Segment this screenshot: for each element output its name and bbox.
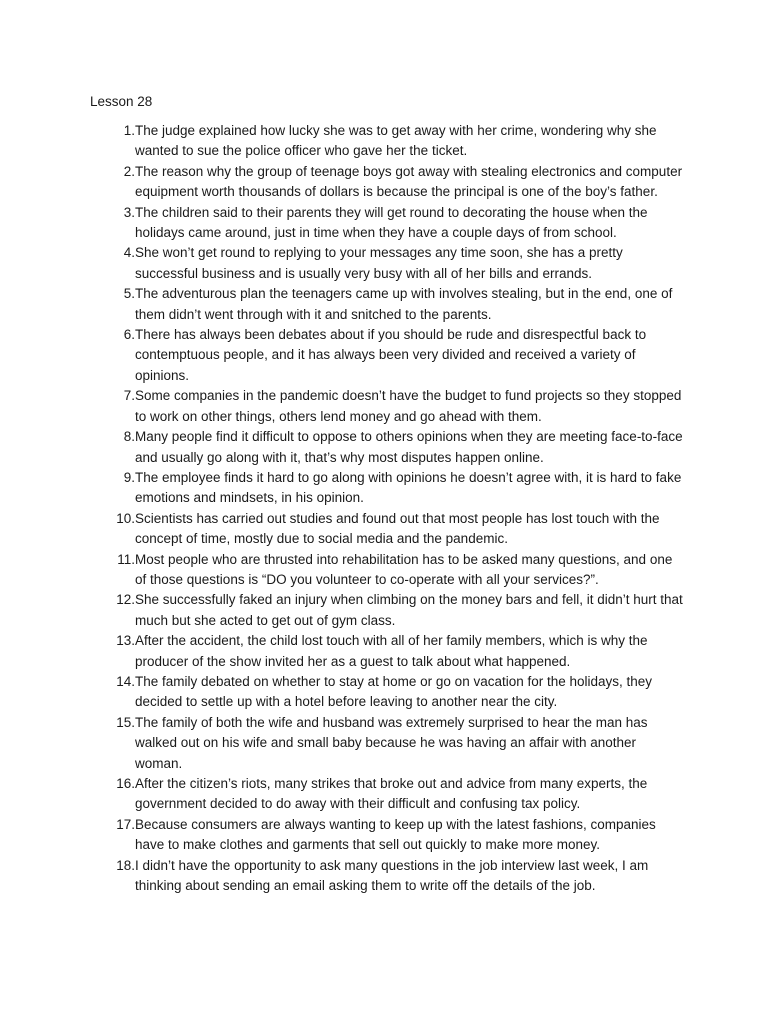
- item-text: The adventurous plan the teenagers came up with involves stealing, but in the end, one of them didn’t went through with it and snitched to the parents.: [135, 286, 673, 322]
- item-text: Because consumers are always wanting to keep up with the latest fashions, companies have to make clothes and garments that sell out quickly to make more money.: [135, 816, 656, 853]
- item-number-label: 3.: [123, 204, 135, 220]
- list-item: [90, 325, 686, 386]
- item-text: The judge explained how lucky she was to get away with her crime, wondering why she wanted to sue the police officer who gave her the ticket.: [135, 123, 657, 159]
- item-number-label: 17.: [116, 816, 135, 832]
- item-number: [90, 284, 135, 325]
- item-text: After the citizen’s riots, many strikes that broke out and advice from many experts, the government decided to do away with their difficult and confusing tax policy.: [135, 776, 648, 812]
- item-text: Scientists has carried out studies and found out that most people has lost touch with the concept of time, mostly due to social media and the pandemic.: [135, 510, 660, 547]
- item-number: [90, 672, 135, 713]
- item-number-label: 10.: [116, 510, 135, 526]
- item-number: [90, 631, 135, 672]
- list-item: [90, 427, 686, 468]
- item-number: [90, 325, 135, 386]
- item-number-label: 12.: [116, 592, 135, 608]
- item-number: [90, 774, 135, 815]
- item-number: [90, 815, 135, 856]
- item-text: Some companies in the pandemic doesn’t have the budget to fund projects so they stopped to work on other things, others lend money and go ahead with them.: [135, 388, 682, 424]
- item-number: [90, 509, 135, 550]
- list-item: [90, 590, 686, 631]
- list-item: [90, 713, 686, 774]
- item-text: The family of both the wife and husband was extremely surprised to hear the man has walked out on his wife and small baby because he was having an affair with another woman.: [135, 714, 648, 771]
- item-number-label: 9.: [123, 469, 135, 485]
- list-item: [90, 243, 686, 284]
- list-item: [90, 550, 686, 591]
- item-number-label: 11.: [117, 551, 135, 567]
- item-number-label: 6.: [123, 327, 135, 343]
- list-item: [90, 815, 686, 856]
- sentence-list: [90, 121, 686, 896]
- item-text: There has always been debates about if you should be rude and disrespectful back to contemptuous people, and it has always been very divided and received a variety of opinions.: [135, 327, 647, 383]
- item-number: [90, 243, 135, 284]
- lesson-title: Lesson 28: [90, 94, 153, 109]
- item-number-label: 14.: [116, 673, 135, 689]
- list-item: [90, 631, 686, 672]
- item-number-label: 15.: [116, 714, 135, 730]
- item-number-label: 4.: [123, 245, 135, 261]
- item-number-label: 2.: [123, 163, 135, 179]
- item-number: [90, 121, 135, 162]
- item-text: She won’t get round to replying to your messages any time soon, she has a pretty successful business and is usually very busy with all of her bills and errands.: [135, 245, 623, 281]
- item-number: [90, 550, 135, 591]
- item-number: [90, 590, 135, 631]
- item-text: The employee finds it hard to go along with opinions he doesn’t agree with, it is hard to fake emotions and mindsets, in his opinion.: [135, 469, 682, 506]
- item-text: The family debated on whether to stay at home or go on vacation for the holidays, they decided to settle up with a hotel before leaving to another near the city.: [135, 673, 653, 710]
- item-number-label: 16.: [116, 776, 135, 791]
- item-number-label: 18.: [116, 857, 135, 873]
- list-item: [90, 468, 686, 509]
- list-item: [90, 121, 686, 162]
- list-item: [90, 509, 686, 550]
- list-item: [90, 672, 686, 713]
- item-text: Most people who are thrusted into rehabilitation has to be asked many questions, and one of those questions is “DO you volunteer to co-operate with all your services?”.: [135, 551, 673, 587]
- item-text: After the accident, the child lost touch with all of her family members, which is why the producer of the show invited her as a guest to talk about what happened.: [135, 633, 648, 669]
- item-number: [90, 468, 135, 509]
- item-text: I didn’t have the opportunity to ask many questions in the job interview last week, I am thinking about sending an email asking them to write off the details of the job.: [135, 857, 649, 894]
- item-number-label: 1.: [123, 123, 135, 138]
- list-item: [90, 856, 686, 897]
- item-number-label: 7.: [123, 388, 135, 404]
- item-number: [90, 203, 135, 244]
- list-item: [90, 386, 686, 427]
- item-number: [90, 856, 135, 897]
- item-number-label: 8.: [123, 429, 135, 445]
- item-text: The children said to their parents they will get round to decorating the house when the holidays came around, just in time when they have a couple days of from school.: [135, 204, 648, 241]
- item-number-label: 5.: [123, 286, 135, 302]
- item-number: [90, 162, 135, 203]
- item-number: [90, 713, 135, 774]
- item-text: Many people find it difficult to oppose to others opinions when they are meeting face-to-face and usually go along with it, that’s why most disputes happen online.: [135, 429, 683, 465]
- item-number: [90, 427, 135, 468]
- item-number-label: 13.: [116, 633, 135, 649]
- item-number: [90, 386, 135, 427]
- item-text: She successfully faked an injury when climbing on the money bars and fell, it didn’t hurt that much but she acted to get out of gym class.: [135, 592, 683, 628]
- list-item: [90, 774, 686, 815]
- list-item: [90, 284, 686, 325]
- list-item: [90, 203, 686, 244]
- list-item: [90, 162, 686, 203]
- item-text: The reason why the group of teenage boys got away with stealing electronics and computer equipment worth thousands of dollars is because the principal is one of the boy’s father.: [135, 163, 683, 200]
